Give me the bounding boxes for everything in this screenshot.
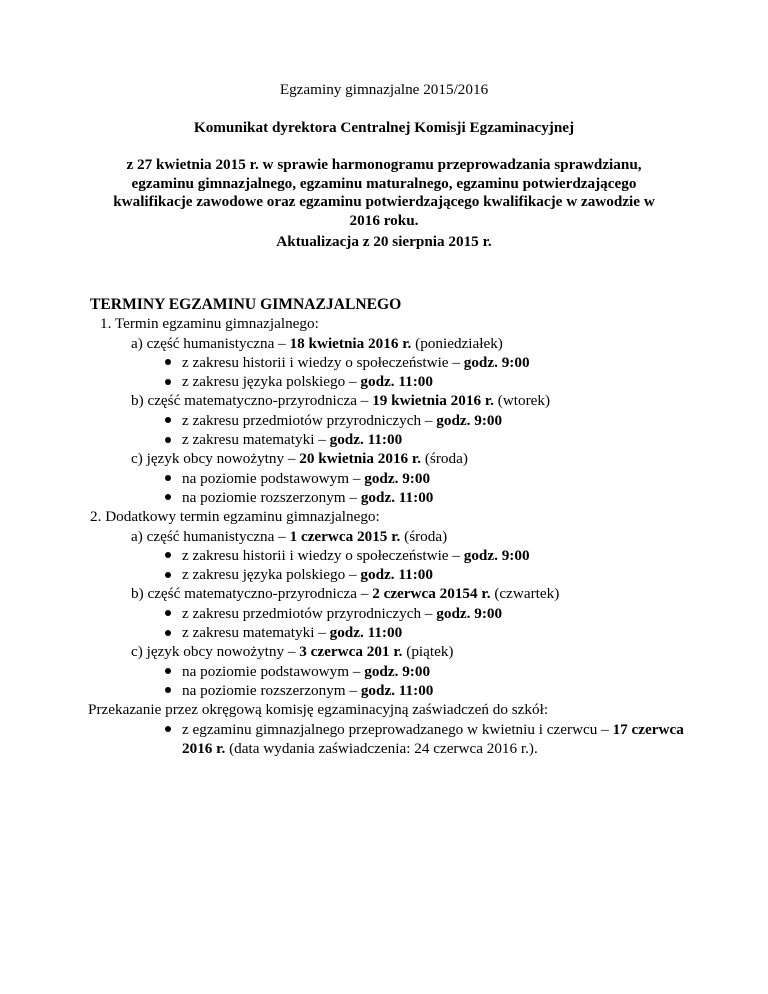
bullet-text: z zakresu przedmiotów przyrodniczych – [182, 604, 437, 622]
bullet-item [90, 565, 690, 584]
bullet-item [90, 720, 690, 739]
bullet-item [90, 681, 690, 700]
bullet-suffix: (data wydania zaświadczenia: 24 czerwca 2016 r.). [225, 739, 538, 757]
bullet-date-year: 2016 r. [182, 739, 226, 757]
sub-item-a [90, 334, 690, 353]
bullet-icon [165, 726, 171, 732]
bullet-text: z zakresu języka polskiego – [182, 566, 361, 584]
bullet-text: na poziomie rozszerzonym – [182, 681, 361, 699]
bullet-time: godz. 11:00 [360, 373, 433, 391]
sub-item-date: 3 czerwca 201 r. [299, 643, 403, 661]
bullet-time: godz. 9:00 [436, 411, 503, 429]
bullet-text: na poziomie podstawowym – [182, 662, 365, 680]
document-subtitle: Komunikat dyrektora Centralnej Komisji Egzaminacyjnej [193, 119, 575, 136]
sub-item-suffix: (środa) [421, 450, 468, 468]
sub-item-suffix: (środa) [400, 527, 448, 545]
bullet-item [90, 411, 690, 430]
sub-item-date: 20 kwietnia 2016 r. [299, 450, 422, 468]
bullet-text: z zakresu matematyki – [182, 624, 330, 642]
bullet-time: godz. 11:00 [329, 431, 403, 449]
sub-item-date: 18 kwietnia 2016 r. [289, 334, 412, 352]
bullet-text: z zakresu matematyki – [182, 431, 330, 449]
sub-item-b [90, 584, 690, 603]
document-about [90, 156, 678, 230]
about-line: egzaminu gimnazjalnego, egzaminu maturalnego, egzaminu potwierdzającego [131, 174, 637, 192]
bullet-text: na poziomie podstawowym – [182, 469, 365, 487]
bullet-time: godz. 11:00 [329, 624, 403, 642]
sub-item-c [90, 449, 690, 468]
bullet-icon [165, 417, 171, 423]
bullet-icon [165, 668, 171, 674]
list-item-2: 2. Dodatkowy termin egzaminu gimnazjalnego: [90, 508, 380, 526]
bullet-item [90, 372, 690, 391]
list-item-1: 1. Termin egzaminu gimnazjalnego: [100, 315, 319, 333]
bullet-icon [165, 379, 171, 385]
bullet-time: godz. 9:00 [364, 469, 431, 487]
bullet-text: z zakresu przedmiotów przyrodniczych – [182, 411, 437, 429]
sub-item-suffix: (czwartek) [490, 585, 560, 603]
bullet-text: z egzaminu gimnazjalnego przeprowadzanego w kwietniu i czerwcu – [182, 720, 613, 738]
bullet-icon [165, 572, 171, 578]
bullet-icon [165, 475, 171, 481]
sub-item-c [90, 642, 690, 661]
bullet-icon [165, 359, 171, 365]
sub-item-prefix: b) część matematyczno-przyrodnicza – [131, 392, 373, 410]
document-title: Egzaminy gimnazjalne 2015/2016 [279, 81, 489, 98]
bullet-text: z zakresu historii i wiedzy o społeczeństwie – [182, 546, 464, 564]
sub-item-a [90, 527, 690, 546]
sub-item-b [90, 391, 690, 410]
about-line: kwalifikacje zawodowe oraz egzaminu potwierdzającego kwalifikacje w zawodzie w [113, 193, 655, 210]
bullet-item [90, 353, 690, 372]
bullet-icon [165, 437, 171, 443]
bullet-time: godz. 9:00 [436, 604, 503, 622]
bullet-item [90, 623, 690, 642]
bullet-time: godz. 9:00 [463, 546, 530, 564]
bullet-time: godz. 11:00 [360, 566, 433, 584]
bullet-item [90, 430, 690, 449]
sub-item-suffix: (poniedziałek) [411, 334, 503, 352]
bullet-icon [165, 552, 171, 558]
exam-schedule [90, 295, 690, 758]
sub-item-prefix: c) język obcy nowożytny – [131, 643, 300, 661]
sub-item-suffix: (wtorek) [493, 392, 551, 410]
certificates-label: Przekazanie przez okręgową komisję egzaminacyjną zaświadczeń do szkół: [88, 701, 549, 719]
bullet-item [90, 488, 690, 507]
sub-item-prefix: c) język obcy nowożytny – [131, 450, 300, 468]
bullet-text: z zakresu języka polskiego – [182, 373, 361, 391]
sub-item-prefix: a) część humanistyczna – [131, 527, 290, 545]
bullet-item [90, 469, 690, 488]
bullet-text: z zakresu historii i wiedzy o społeczeństwie – [182, 353, 464, 371]
bullet-time: godz. 11:00 [360, 488, 434, 506]
bullet-time: godz. 9:00 [463, 353, 530, 371]
bullet-date: 17 czerwca [612, 720, 684, 738]
sub-item-date: 2 czerwca 20154 r. [372, 585, 491, 603]
sub-item-prefix: b) część matematyczno-przyrodnicza – [131, 585, 373, 603]
sub-item-date: 1 czerwca 2015 r. [289, 527, 401, 545]
bullet-icon [165, 630, 171, 636]
sub-item-suffix: (piątek) [402, 643, 454, 661]
sub-item-prefix: a) część humanistyczna – [131, 334, 290, 352]
bullet-item [90, 546, 690, 565]
bullet-icon [165, 687, 171, 693]
bullet-time: godz. 9:00 [364, 662, 431, 680]
bullet-item [90, 662, 690, 681]
about-line: 2016 roku. [349, 211, 419, 229]
section-heading: TERMINY EGZAMINU GIMNAZJALNEGO [90, 296, 402, 313]
bullet-icon [165, 610, 171, 616]
sub-item-date: 19 kwietnia 2016 r. [372, 392, 494, 410]
bullet-text: na poziomie rozszerzonym – [182, 488, 361, 506]
bullet-icon [165, 494, 171, 500]
about-line: z 27 kwietnia 2015 r. w sprawie harmonogramu przeprowadzania sprawdzianu, [126, 156, 642, 173]
bullet-continuation [90, 739, 690, 758]
bullet-item [90, 604, 690, 623]
bullet-time: godz. 11:00 [360, 681, 434, 699]
update-note: Aktualizacja z 20 sierpnia 2015 r. [276, 233, 492, 250]
